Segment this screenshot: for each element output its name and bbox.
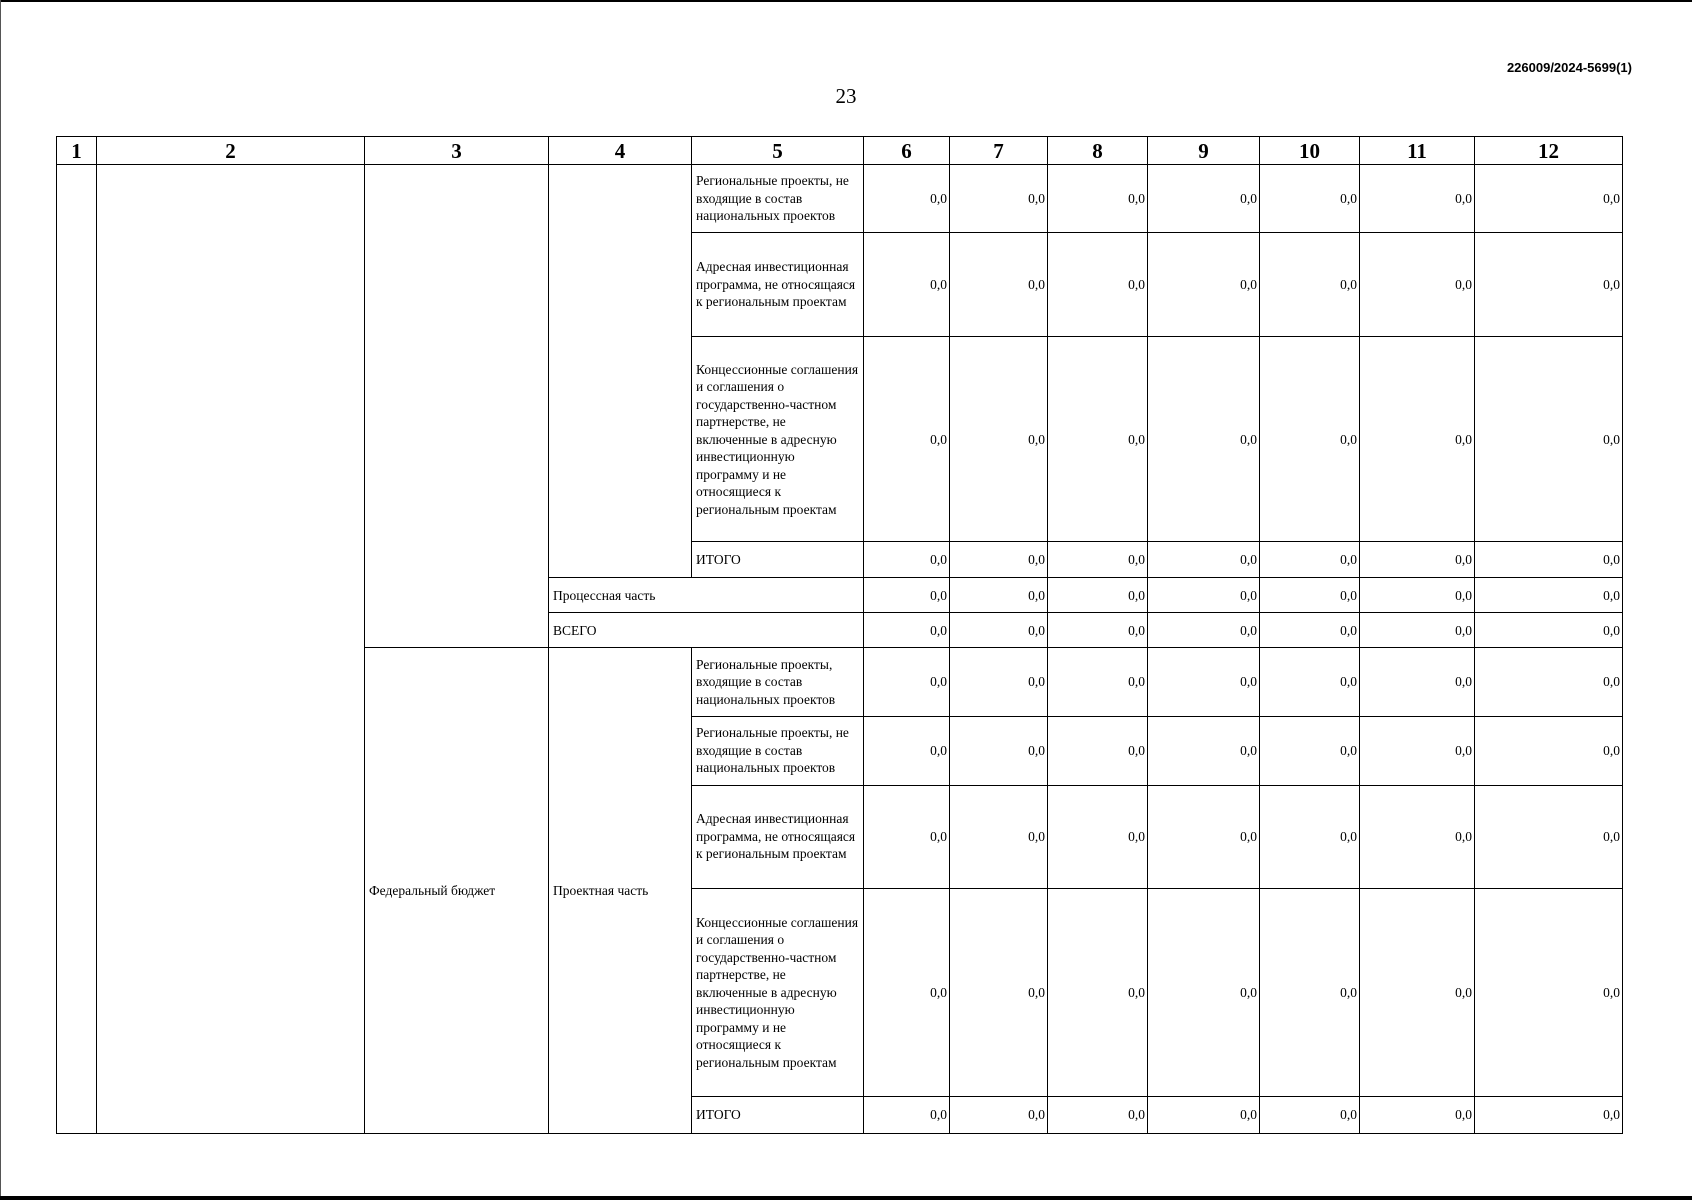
column-header: 9: [1148, 137, 1260, 165]
value-cell: 0,0: [1360, 785, 1475, 888]
column-header: 2: [97, 137, 365, 165]
column-header: 6: [864, 137, 950, 165]
value-cell: 0,0: [1048, 785, 1148, 888]
value-cell: 0,0: [1148, 888, 1260, 1096]
value-cell: 0,0: [1148, 613, 1260, 648]
value-cell: 0,0: [950, 648, 1048, 716]
value-cell: 0,0: [1148, 165, 1260, 233]
total-label: ВСЕГО: [549, 613, 864, 648]
value-cell: 0,0: [864, 785, 950, 888]
value-cell: 0,0: [1260, 613, 1360, 648]
value-cell: 0,0: [950, 888, 1048, 1096]
value-cell: 0,0: [864, 165, 950, 233]
value-cell: 0,0: [1048, 542, 1148, 578]
federal-budget-label: Федеральный бюджет: [365, 648, 549, 1134]
value-cell: 0,0: [1048, 233, 1148, 337]
value-cell: 0,0: [950, 613, 1048, 648]
value-cell: 0,0: [864, 613, 950, 648]
value-cell: 0,0: [1260, 165, 1360, 233]
value-cell: 0,0: [1360, 165, 1475, 233]
value-cell: 0,0: [1475, 888, 1623, 1096]
value-cell: 0,0: [1048, 888, 1148, 1096]
value-cell: 0,0: [950, 785, 1048, 888]
value-cell: 0,0: [1260, 233, 1360, 337]
value-cell: 0,0: [864, 716, 950, 785]
value-cell: 0,0: [1360, 542, 1475, 578]
value-cell: 0,0: [864, 648, 950, 716]
value-cell: 0,0: [1148, 542, 1260, 578]
value-cell: 0,0: [950, 578, 1048, 613]
value-cell: 0,0: [1360, 1096, 1475, 1133]
value-cell: 0,0: [1260, 785, 1360, 888]
scan-border-bottom: [0, 1196, 1692, 1200]
column-number-row: [57, 137, 1623, 165]
column-header: 4: [549, 137, 692, 165]
budget-table: [56, 136, 1623, 1134]
column-header: 1: [57, 137, 97, 165]
value-cell: 0,0: [1260, 1096, 1360, 1133]
value-cell: 0,0: [1260, 716, 1360, 785]
value-cell: 0,0: [864, 578, 950, 613]
value-cell: 0,0: [1475, 337, 1623, 542]
value-cell: 0,0: [1048, 337, 1148, 542]
value-cell: 0,0: [1048, 578, 1148, 613]
part-cell: [549, 165, 692, 578]
value-cell: 0,0: [864, 337, 950, 542]
value-cell: 0,0: [1360, 888, 1475, 1096]
value-cell: 0,0: [1260, 337, 1360, 542]
column-header: 7: [950, 137, 1048, 165]
scan-border-top: [0, 0, 1692, 2]
value-cell: 0,0: [1148, 337, 1260, 542]
column-header: 3: [365, 137, 549, 165]
scan-border-left: [0, 0, 1, 1200]
process-part-label: Процессная часть: [549, 578, 864, 613]
row-description: Региональные проекты, не входящие в состав национальных проектов: [692, 165, 864, 233]
value-cell: 0,0: [1475, 165, 1623, 233]
value-cell: 0,0: [1260, 648, 1360, 716]
value-cell: 0,0: [950, 542, 1048, 578]
value-cell: 0,0: [1048, 613, 1148, 648]
column-header: 8: [1048, 137, 1148, 165]
column-header: 12: [1475, 137, 1623, 165]
row-description: Адресная инвестиционная программа, не относящаяся к региональным проектам: [692, 785, 864, 888]
page-number: 23: [835, 84, 857, 108]
row-description: Концессионные соглашения и соглашения о государственно-частном партнерстве, не включенные в адресную инвестиционную программу и не относящиеся к региональным проектам: [692, 888, 864, 1096]
budget-source-cell: [365, 165, 549, 648]
value-cell: 0,0: [1475, 1096, 1623, 1133]
value-cell: 0,0: [1048, 1096, 1148, 1133]
value-cell: 0,0: [1475, 716, 1623, 785]
value-cell: 0,0: [950, 233, 1048, 337]
value-cell: 0,0: [1475, 613, 1623, 648]
value-cell: 0,0: [1260, 542, 1360, 578]
value-cell: 0,0: [1148, 648, 1260, 716]
value-cell: 0,0: [1048, 165, 1148, 233]
value-cell: 0,0: [950, 337, 1048, 542]
column-header: 5: [692, 137, 864, 165]
value-cell: 0,0: [1148, 716, 1260, 785]
value-cell: 0,0: [1475, 785, 1623, 888]
row-description: ИТОГО: [692, 1096, 864, 1133]
value-cell: 0,0: [864, 1096, 950, 1133]
value-cell: 0,0: [1360, 648, 1475, 716]
row-description: Региональные проекты, не входящие в состав национальных проектов: [692, 716, 864, 785]
value-cell: 0,0: [1048, 648, 1148, 716]
document-id: 226009/2024-5699(1): [1506, 60, 1632, 75]
value-cell: 0,0: [864, 888, 950, 1096]
value-cell: 0,0: [1360, 578, 1475, 613]
value-cell: 0,0: [1360, 337, 1475, 542]
value-cell: 0,0: [950, 1096, 1048, 1133]
value-cell: 0,0: [864, 233, 950, 337]
value-cell: 0,0: [1475, 233, 1623, 337]
value-cell: 0,0: [864, 542, 950, 578]
value-cell: 0,0: [1360, 716, 1475, 785]
project-part-label: Проектная часть: [549, 648, 692, 1134]
value-cell: 0,0: [1260, 888, 1360, 1096]
value-cell: 0,0: [1048, 716, 1148, 785]
table-row: [57, 165, 1623, 233]
row-description: Региональные проекты, входящие в состав национальных проектов: [692, 648, 864, 716]
value-cell: 0,0: [1360, 233, 1475, 337]
value-cell: 0,0: [1148, 578, 1260, 613]
column-header: 10: [1260, 137, 1360, 165]
program-name-cell: [97, 165, 365, 1134]
value-cell: 0,0: [1260, 578, 1360, 613]
value-cell: 0,0: [1148, 233, 1260, 337]
row-description: Адресная инвестиционная программа, не относящаяся к региональным проектам: [692, 233, 864, 337]
value-cell: 0,0: [950, 165, 1048, 233]
row-description: Концессионные соглашения и соглашения о государственно-частном партнерстве, не включенные в адресную инвестиционную программу и не относящиеся к региональным проектам: [692, 337, 864, 542]
row-number-cell: [57, 165, 97, 1134]
column-header: 11: [1360, 137, 1475, 165]
value-cell: 0,0: [1475, 542, 1623, 578]
value-cell: 0,0: [1148, 785, 1260, 888]
value-cell: 0,0: [1360, 613, 1475, 648]
value-cell: 0,0: [1475, 648, 1623, 716]
value-cell: 0,0: [950, 716, 1048, 785]
row-description: ИТОГО: [692, 542, 864, 578]
value-cell: 0,0: [1475, 578, 1623, 613]
value-cell: 0,0: [1148, 1096, 1260, 1133]
